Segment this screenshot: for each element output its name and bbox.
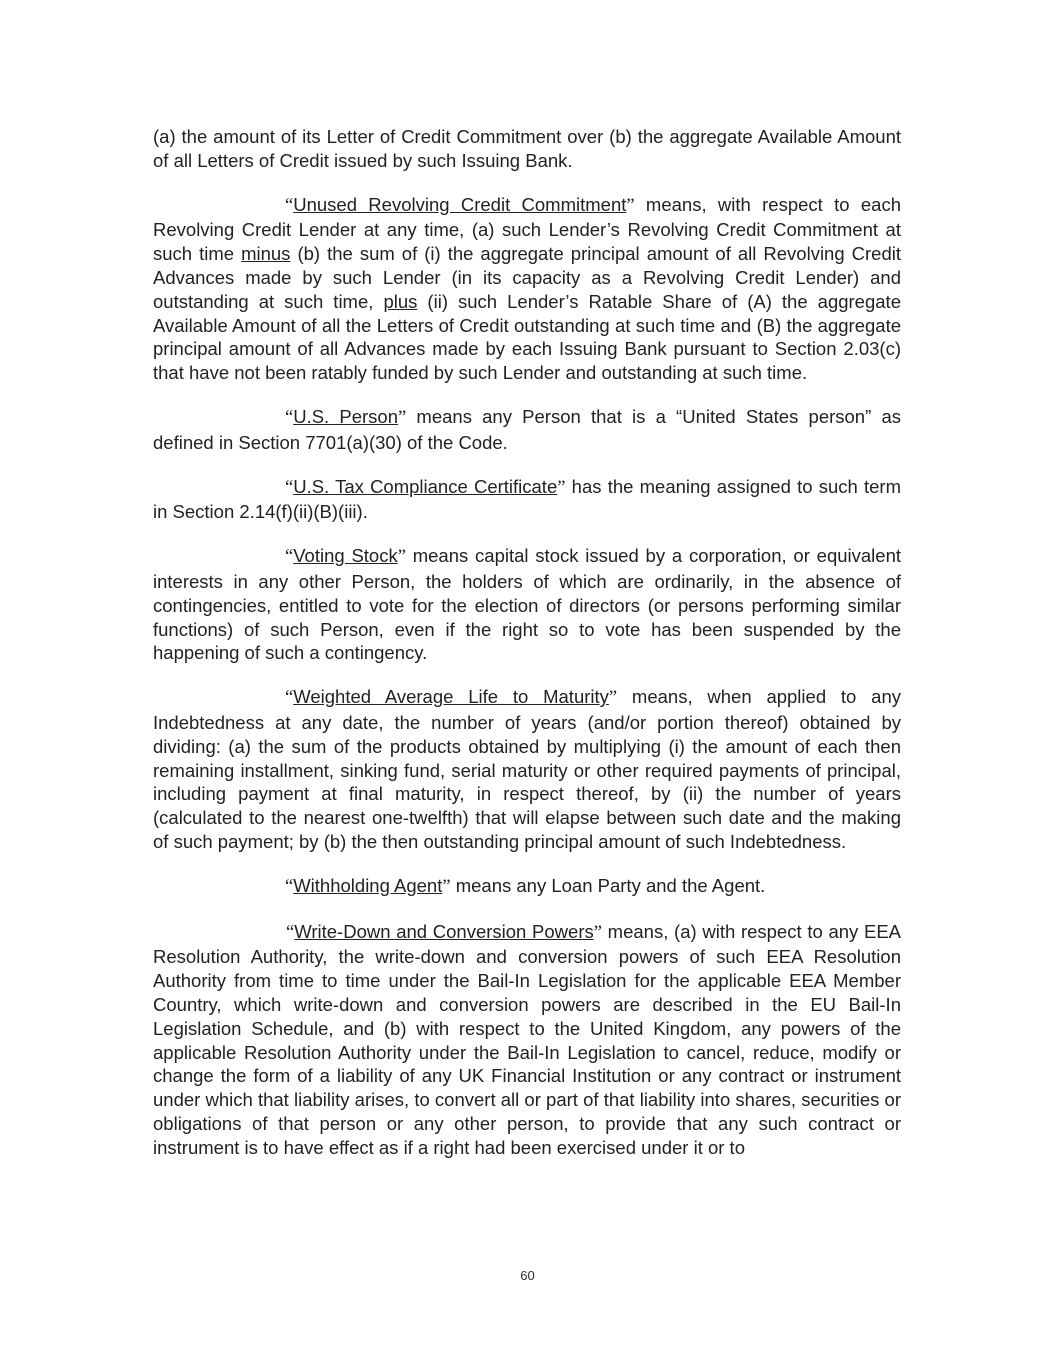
defined-term: U.S. Tax Compliance Certificate [293, 475, 558, 497]
defined-term: Write-Down and Conversion Powers [294, 920, 594, 942]
definition-voting-stock [153, 544, 901, 665]
definition-text: means, with respect to each Revolving Credit Lender at any time, (a) such Lender’s Revolving Credit Commitment at such time [153, 193, 901, 265]
open-quote: “ [285, 477, 294, 498]
defined-term: U.S. Person [293, 405, 399, 427]
page-number: 60 [520, 1268, 535, 1283]
close-quote: ” [397, 547, 406, 568]
open-quote: “ [286, 922, 295, 943]
close-quote: ” [608, 688, 618, 709]
close-quote: ” [626, 195, 635, 216]
definition-withholding-agent [153, 874, 901, 900]
definition-text: has the meaning assigned to such term in Section 2.14(f)(ii)(B)(iii). [153, 475, 901, 523]
definition-us-person [153, 405, 901, 455]
definition-unused-revolving-credit-commitment [153, 193, 901, 385]
document-page [153, 125, 901, 1179]
definition-text: (ii) such Lender’s Ratable Share of (A) the aggregate Available Amount of all the Letters of Credit outstanding at such time and (B) the aggregate principal amount of all Advances made by each Issuing Bank pursuant to Section 2.03(c) that have not been ratably funded by such Lender and outstanding at such time. [153, 290, 901, 384]
paragraph-continuation [153, 125, 901, 173]
defined-term: Unused Revolving Credit Commitment [293, 193, 627, 215]
open-quote: “ [285, 876, 294, 897]
close-quote: ” [557, 477, 566, 498]
close-quote: ” [398, 407, 407, 428]
open-quote: “ [285, 547, 294, 568]
definition-text: (b) the sum of (i) the aggregate principal amount of all Revolving Credit Advances made by such Lender (in its capacity as a Revolving Credit Lender) and outstanding at such time, [153, 243, 901, 312]
defined-term: Voting Stock [293, 545, 398, 567]
close-quote: ” [593, 922, 602, 943]
definition-weighted-average-life-to-maturity [153, 685, 901, 854]
definition-text: means any Person that is a “United States person” as defined in Section 7701(a)(30) of the Code. [153, 405, 901, 453]
definition-text: means any Loan Party and the Agent. [450, 874, 766, 896]
definition-text: means, (a) with respect to any EEA Resolution Authority, the write-down and conversion powers of such EEA Resolution Authority from time to time under the Bail-In Legislation for the applicable EEA Member Country, which write-down and conversion powers are described in the EU Bail-In Legislation Schedule, and (b) with respect to the United Kingdom, any powers of the applicable Resolution Authority under the Bail-In Legislation to cancel, reduce, modify or change the form of a liability of any UK Financial Institution or any contract or instrument under which that liability arises, to convert all or part of that liability into shares, securities or obligations of that person or any other person, to provide that any such contract or instrument is to have effect as if a right had been exercised under it or to [153, 920, 901, 1158]
definition-text: means, when applied to any Indebtedness at any date, the number of years (and/or portion thereof) obtained by dividing: (a) the sum of the products obtained by multiplying (i) the amount of each then remaining installment, sinking fund, serial maturity or other required payments of principal, including payment at final maturity, in respect thereof, by (ii) the number of years (calculated to the nearest one-twelfth) that will elapse between such date and the making of such payment; by (b) the then outstanding principal amount of such Indebtedness. [153, 686, 901, 852]
definition-us-tax-compliance-certificate [153, 475, 901, 525]
defined-term: Withholding Agent [293, 874, 443, 896]
paragraph-text: (a) the amount of its Letter of Credit Commitment over (b) the aggregate Available Amount of all Letters of Credit issued by such Issuing Bank. [153, 126, 901, 171]
open-quote: “ [285, 688, 294, 709]
open-quote: “ [285, 195, 294, 216]
definition-write-down-and-conversion-powers [153, 920, 901, 1160]
minus-emphasis: minus [241, 243, 291, 265]
plus-emphasis: plus [383, 290, 418, 312]
open-quote: “ [285, 407, 294, 428]
defined-term: Weighted Average Life to Maturity [293, 686, 609, 708]
close-quote: ” [442, 876, 451, 897]
definition-text: means capital stock issued by a corporation, or equivalent interests in any other Person, the holders of which are ordinarily, in the absence of contingencies, entitled to vote for the election of directors (or persons performing similar functions) of such Person, even if the right so to vote has been suspended by the happening of such a contingency. [153, 545, 902, 664]
